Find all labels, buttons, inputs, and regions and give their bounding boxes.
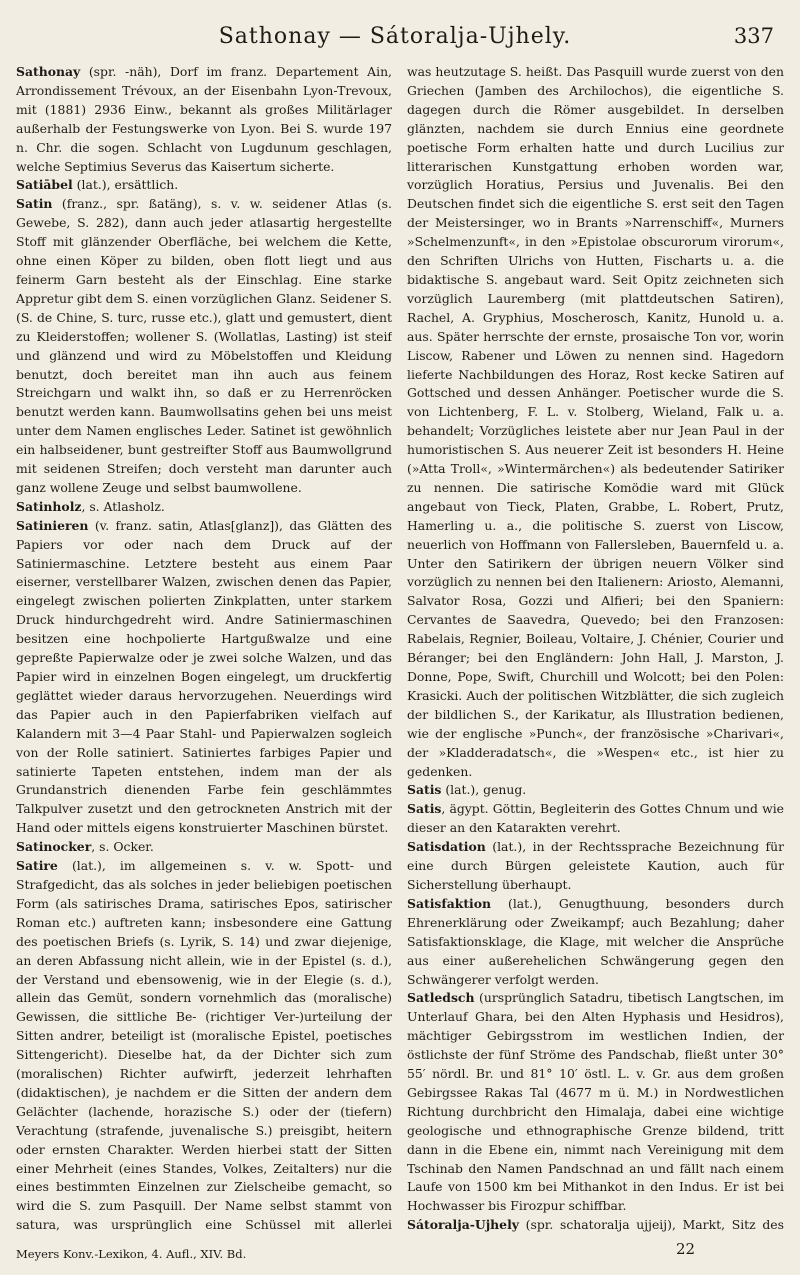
entry-headword: Satinieren: [16, 517, 89, 533]
entry-headword: Sátoralja-Ujhely: [407, 1217, 519, 1233]
entry-text: was heutzutage S. heißt. Das Pasquill wurde zuerst von den Griechen (Jamben des Archilochos), die eigentliche S. dagegen durch die Römer ausgebildet. In derselben glänzten, nachdem sie durch Ennius eine geordnete poetische Form erhalten hatte und durch Lucilius zur litterarischen Kunstgattung erhoben worden war, vorzüglich Horatius, Persius und Juvenalis. Bei den Deutschen findet sich die eigentliche S. erst seit den Tagen der Meistersinger, wo in Brants »Narrenschiff«, Murners »Schelmenzunft«, in den »Epistolae obscurorum virorum«, den Schriften Ulrichs von Hutten, Fischarts u. a. die bidaktische S. angebaut ward. Seit Opitz zeichneten sich vorzüglich Lauremberg (mit plattdeutschen Satiren), Rachel, A. Gryphius, Moscherosch, Kanitz, Hunold u. a. aus. Später herrschte der ernste, prosaische Ton vor, worin Liscow, Rabener und Löwen zu nennen sind. Hagedorn lieferte Nachbildungen des Horaz, Rost kecke Satiren auf Gottsched und dessen Anhänger. Poetischer wurde die S. von Lichtenberg, F. L. v. Stolberg, Wieland, Falk u. a. behandelt; Vorzügliches leistete aber nur Jean Paul in der humoristischen S. Aus neuerer Zeit ist besonders H. Heine (»Atta Troll«, »Wintermärchen«) als bedeutender Satiriker zu nennen. Die satirische Komödie ward mit Glück angebaut von Tieck, Platen, Grabbe, L. Robert, Prutz, Hamerling u. a., die politische S. zuerst von Liscow, neuerlich von Hoffmann von Fallersleben, Bauernfeld u. a. Unter den Satirikern der übrigen neuern Völker sind vorzüglich zu nennen bei den Italienern: Ariosto, Alemanni, Salvator Rosa, Gozzi und Alfieri; bei den Spaniern: Cervantes de Saavedra, Quevedo; bei den Franzosen: Rabelais, Regnier, Boileau, Voltaire, J. Chénier, Courier und Béranger; bei den Engländern: John Hall, J. Marston, J. Donne, Pope, Swift, Churchill und Wolcott; bei den Polen: Krasicki. Auch der politischen Witzblätter, die sich zugleich der bildlichen S., der Karikatur, als Illustration bedienen, wie der englische »Punch«, der französische »Charivari«, der »Kladderadatsch«, die »Wespen« etc., ist hier zu gedenken.: [407, 64, 784, 779]
entry-headword: Satis: [407, 801, 442, 817]
dictionary-entry: [16, 63, 392, 176]
right-column: [407, 63, 784, 1238]
entry-headword: Satinholz: [16, 498, 82, 514]
entry-text: (lat.), genug.: [441, 782, 527, 798]
entry-text: (spr. -näh), Dorf im franz. Departement Ain, Arrondissement Trévoux, an der Eisenbahn Lyon-Trevoux, mit (1881) 2936 Einw., bekannt als großes Militärlager außerhalb der Festungswerke von Lyon. Bei S. wurde 197 n. Chr. die sogen. Schlacht von Lugdunum geschlagen, welche Septimius Severus das Kaisertum sicherte.: [16, 64, 392, 174]
dictionary-entry: [16, 517, 392, 838]
entry-text: (lat.), Genugthuung, besonders durch Ehrenerklärung oder Zweikampf; auch Bezahlung; daher Satisfaktionsklage, die Klage, mit welcher die Ansprüche aus einer außerehelichen Schwängerung gegen den Schwängerer verfolgt werden.: [407, 895, 784, 987]
dictionary-entry: [16, 498, 392, 517]
dictionary-entry: [407, 895, 784, 990]
entry-text: (v. franz. satin, Atlas[glanz]), das Glätten des Papiers vor oder nach dem Druck auf der Satiniermaschine. Letztere besteht aus einem Paar eiserner, verstellbarer Walzen, zwischen denen das Papier, eingelegt zwischen polierten Zinkplatten, unter starkem Druck hindurchgedreht wird. Andre Satiniermaschinen besitzen eine hochpolierte Hartgußwalze und eine gepreßte Papierwalze oder je zwei solche Walzen, und das Papier wird in einzelnen Bogen eingelegt, um druckfertig geglättet wieder daraus hervorzugehen. Neuerdings wird das Papier auch in den Papierfabriken vielfach auf Kalandern mit 3—4 Paar Stahl- und Papierwalzen sogleich von der Rolle satiniert. Satiniertes farbiges Papier und satinierte Tapeten entstehen, indem man der als Grundanstrich dienenden Farbe fein geschlämmtes Talkpulver zusetzt und den getrockneten Anstrich mit der Hand oder mittels eigens konstruierter Maschinen bürstet.: [16, 517, 392, 836]
sheet-signature: 22: [676, 1240, 696, 1258]
entry-text: (lat.), ersättlich.: [72, 177, 179, 193]
entry-text: , ägypt. Göttin, Begleiterin des Gottes Chnum und wie dieser an den Katarakten verehrt.: [407, 801, 784, 836]
page-number: 337: [733, 24, 774, 48]
entry-headword: Satis: [407, 782, 442, 798]
source-line: Meyers Konv.-Lexikon, 4. Aufl., XIV. Bd.: [16, 1247, 247, 1261]
dictionary-entry: [407, 1216, 784, 1238]
entry-headword: Satinocker: [16, 839, 92, 855]
dictionary-entry: [16, 195, 392, 498]
dictionary-entry: [407, 989, 784, 1216]
entry-headword: Satin: [16, 196, 53, 212]
dictionary-entry: [407, 781, 784, 800]
dictionary-entry: [16, 176, 392, 195]
entry-text: (ursprünglich Satadru, tibetisch Langtschen, im Unterlauf Ghara, bei den Alten Hyphasis und Hesidros), mächtiger Gebirgsstrom im westlichen Indien, der östlichste der fünf Ströme des Pandschab, fließt unter 30° 55′ nördl. Br. und 81° 10′ östl. L. v. Gr. aus dem großen Gebirgssee Rakas Tal (4677 m ü. M.) in Nordwestlichen Richtung durchbricht den Himalaja, dabei eine wichtige geologische und ethnographische Grenze bildend, tritt dann in die Ebene ein, nimmt nach Vereinigung mit dem Tschinab den Namen Pandschnad an und fällt nach einem Laufe von 1500 km bei Mithankot in den Indus. Er ist bei Hochwasser bis Firozpur schiffbar.: [407, 990, 784, 1214]
entry-headword: Satiābel: [16, 177, 73, 193]
running-title: Sathonay — Sátoralja-Ujhely.: [218, 24, 572, 49]
left-column: [16, 63, 392, 1238]
dictionary-entry: [16, 838, 392, 857]
entry-text: (lat.), im allgemeinen s. v. w. Spott- und Strafgedicht, das als solches in jeder beliebigen poetischen Form (als satirisches Drama, satirisches Epos, satirischer Roman etc.) auftreten kann; insbesondere eine Gattung des poetischen Briefs (s. Lyrik, S. 14) und zwar diejenige, an deren Abfassung nicht allein, wie in der Epistel (s. d.), der Verstand und ebensowenig, wie in der Elegie (s. d.), allein das Gemüt, sondern vornehmlich das (moralische) Gewissen, die sittliche Be- (richtiger Ver-)urteilung der Sitten andrer, beteiligt ist (moralische Epistel, poetisches Sittengericht). Dieselbe hat, da der Dichter sich zum (moralischen) Richter aufwirft, jederzeit lehrhaften (didaktischen), je nachdem er die Sitten der andern dem Gelächter (lachende, horazische S.) oder der (tiefern) Verachtung (strafende, juvenalische S.) preisgibt, heitern oder ernsten Charakter. Werden hierbei statt der Sitten einer Mehrheit (eines Standes, Volkes, Zeitalters) nur die eines bestimmten Einzelnen zur Zielscheibe gemacht, so wird die S. zum Pasquill. Der Name selbst stammt von satura, was ursprünglich eine Schüssel mit allerlei: [16, 858, 392, 1233]
dictionary-entry: [407, 838, 784, 895]
entry-text: , s. Atlasholz.: [81, 498, 165, 514]
entry-text: (franz., spr. ßatäng), s. v. w. seidener Atlas (s. Gewebe, S. 282), dann auch jeder atlasartig hergestellte Stoff mit glänzender Oberfläche, bei welchem die Kette, ohne einen Köper zu bilden, oben flott liegt und aus feinerm Garn besteht als der Einschlag. Eine starke Appretur gibt dem S. einen vorzüglichen Glanz. Seidener S. (S. de Chine, S. turc, russe etc.), glatt und gemustert, dient zu Kleiderstoffen; wollener S. (Wollatlas, Lasting) ist steif und glänzend und wird zu Möbelstoffen und Kleidung benutzt, doch bereitet man ihn auch aus feinem Streichgarn und walkt ihn, so daß er zu Herrenröcken benutzt werden kann. Baumwollsatins gehen bei uns meist unter dem Namen englisches Leder. Satinet ist gewöhnlich ein halbseidener, bunt gestreifter Stoff aus Baumwollgrund mit seidenen Streifen; doch versteht man darunter auch ganz wollene Zeuge und selbst baumwollene.: [16, 196, 392, 495]
dictionary-entry: [16, 857, 392, 1238]
entry-headword: Satire: [16, 858, 58, 874]
entry-text: (lat.), in der Rechtssprache Bezeichnung für eine durch Bürgen geleistete Kaution, auch für Sicherstellung überhaupt.: [407, 839, 784, 892]
entry-headword: Satisfaktion: [407, 895, 492, 911]
page-footer: [16, 1240, 774, 1269]
entry-text: , s. Ocker.: [91, 839, 154, 855]
dictionary-entry: [407, 63, 784, 781]
entry-headword: Satisdation: [407, 839, 486, 855]
dictionary-entry: [407, 800, 784, 838]
entry-headword: Sathonay: [16, 64, 81, 79]
entry-headword: Satledsch: [407, 990, 475, 1006]
entry-text: (spr. schatoralja ujjeij), Markt, Sitz des: [525, 1217, 784, 1233]
page-header: [16, 14, 774, 58]
